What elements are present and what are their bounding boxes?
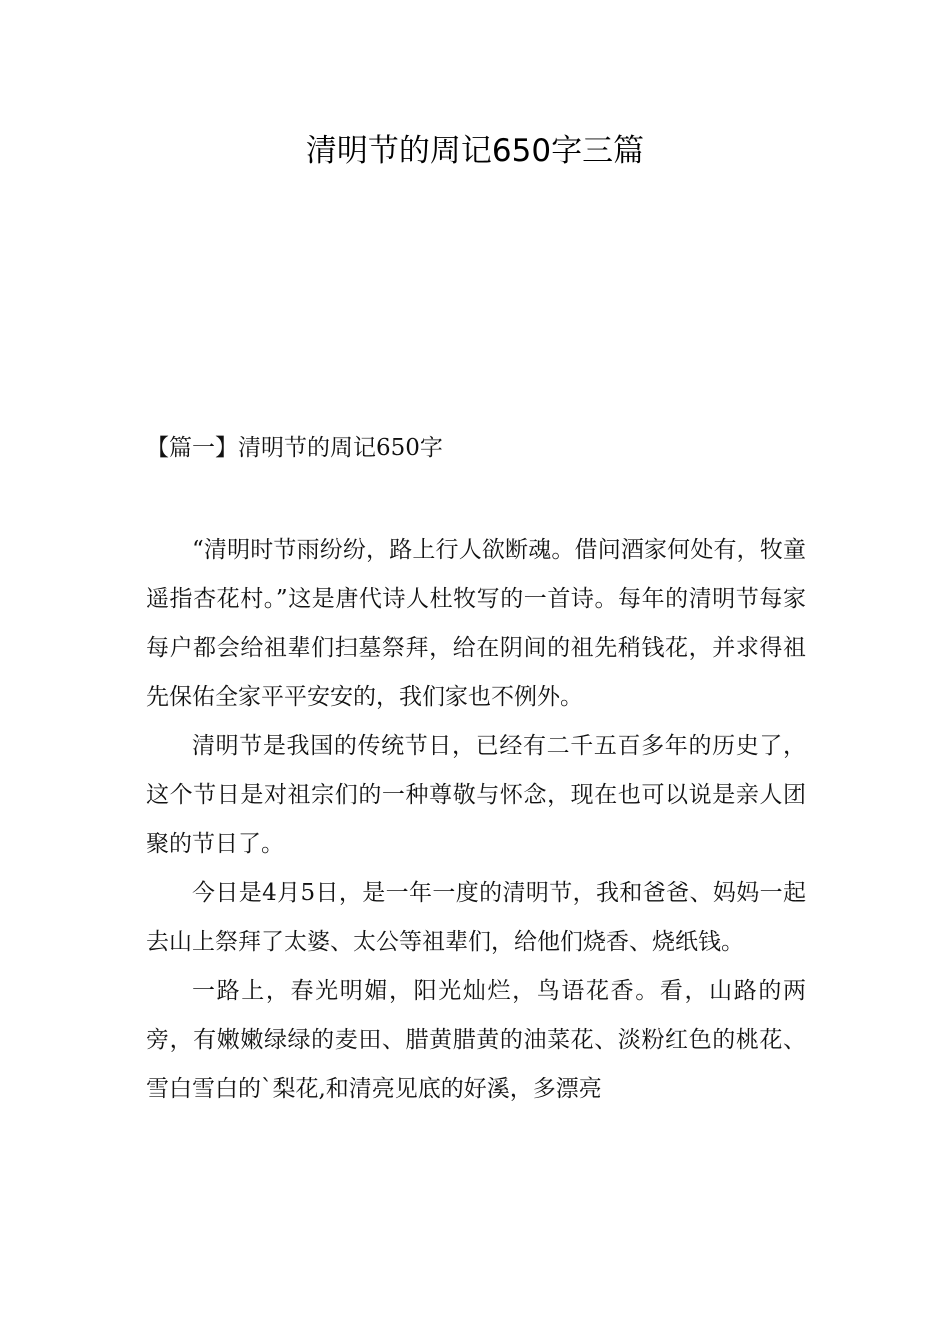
body-text [146,526,806,1114]
paragraph: 一路上，春光明媚，阳光灿烂，鸟语花香。看，山路的两旁，有嫩嫩绿绿的麦田、腊黄腊黄的油菜花、淡粉红色的桃花、雪白雪白的`梨花,和清亮见底的好溪，多漂亮 [146,978,806,1102]
paragraph: 清明节是我国的传统节日，已经有二千五百多年的历史了，这个节日是对祖宗们的一种尊敬与怀念，现在也可以说是亲人团聚的节日了。 [146,733,806,857]
document-title: 清明节的周记650字三篇 [305,133,645,169]
paragraph: “清明时节雨纷纷，路上行人欲断魂。借问酒家何处有，牧童遥指杏花村。”这是唐代诗人杜牧写的一首诗。每年的清明节每家每户都会给祖辈们扫墓祭拜，给在阴间的祖先稍钱花，并求得祖先保佑全家平平安安的，我们家也不例外。 [146,537,806,710]
paragraph: 今日是4月5日，是一年一度的清明节，我和爸爸、妈妈一起去山上祭拜了太婆、太公等祖辈们，给他们烧香、烧纸钱。 [146,880,806,955]
section-heading: 【篇一】清明节的周记650字 [146,435,443,461]
